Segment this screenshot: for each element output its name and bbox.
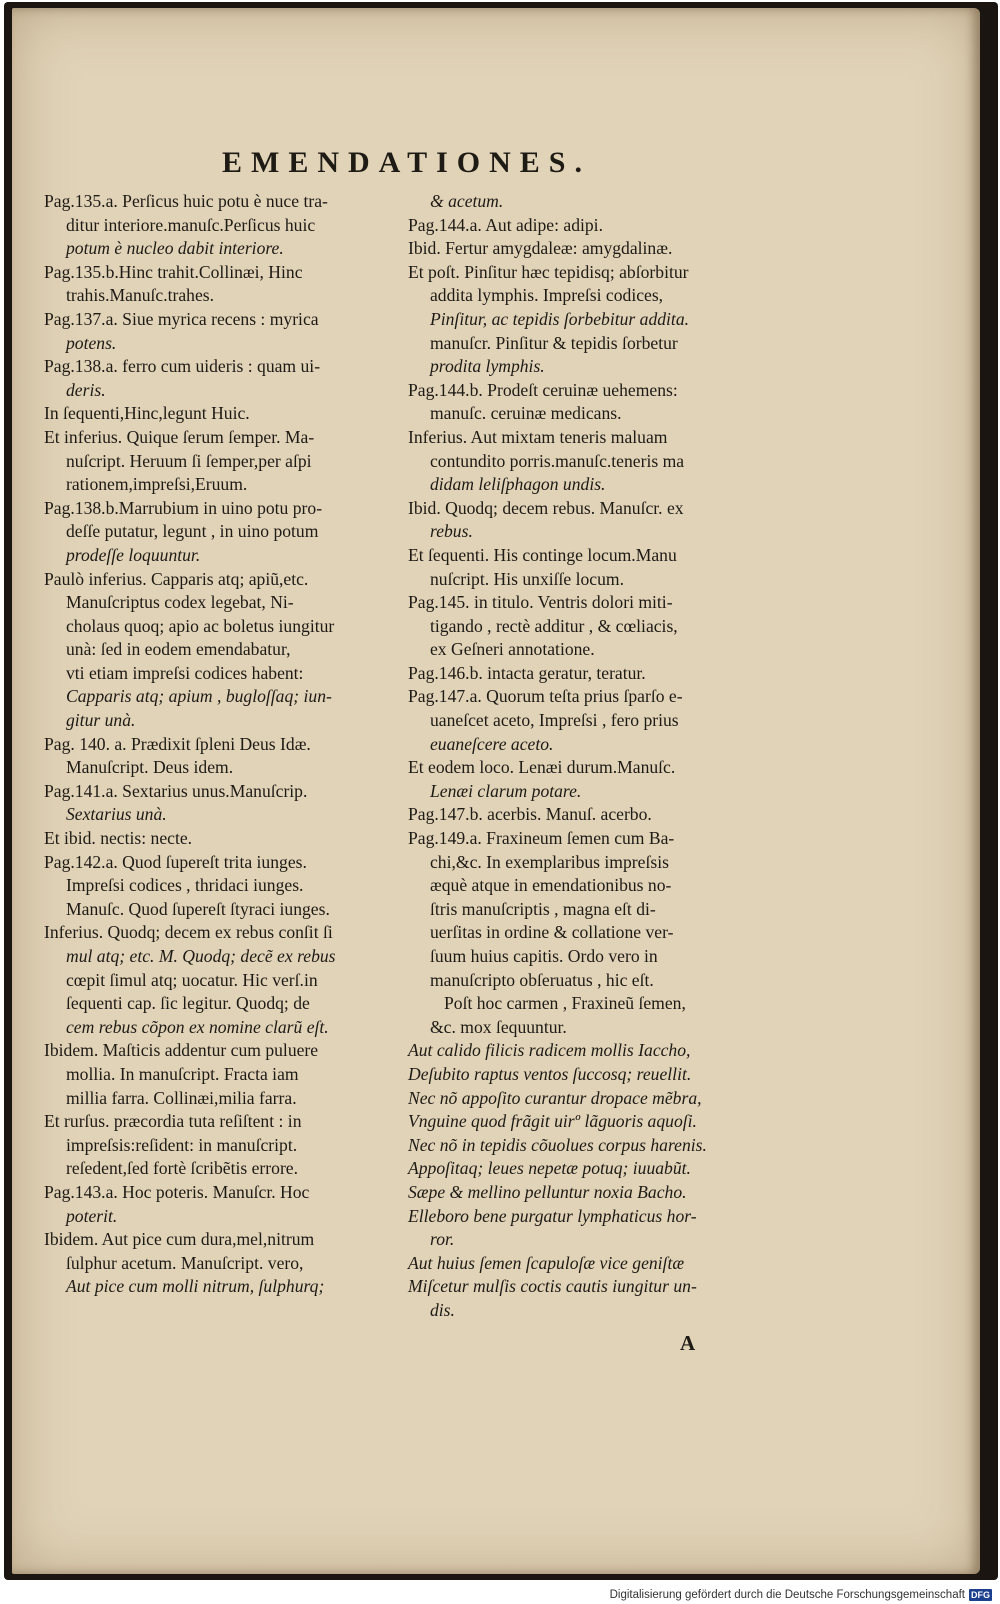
text-line: Pag.135.b.Hinc trahit.Collinæi, Hinc xyxy=(44,261,303,282)
text-line: In ſequenti,Hinc,legunt Huic. xyxy=(44,403,250,424)
text-line: Ibidem. Aut pice cum dura,mel,nitrum xyxy=(44,1229,315,1250)
footer-credit-text: Digitalisierung gefördert durch die Deutsche Forschungsgemeinschaft xyxy=(609,1589,965,1601)
text-line: &c. mox ſequuntur. xyxy=(430,1016,567,1037)
text-line: trahis.Manuſc.trahes. xyxy=(66,285,215,306)
text-line: Vnguine quod frãgit uirº lãguoris aquoſi. xyxy=(408,1111,697,1132)
text-line: rationem,impreſsi,Eruum. xyxy=(66,474,248,495)
text-line: manuſcr. Pinſitur & tepidis ſorbetur xyxy=(430,332,678,353)
text-line: Pag.137.a. Siue myrica recens : myrica xyxy=(44,308,319,329)
text-line: millia farra. Collinæi,milia farra. xyxy=(66,1087,297,1108)
text-line: Manuſc. Quod ſupereſt ſtyraci iunges. xyxy=(66,898,330,919)
page-heading: EMENDATIONES. xyxy=(222,146,591,179)
text-line: Et inferius. Quique ſerum ſemper. Ma- xyxy=(44,426,315,447)
text-line: euaneſcere aceto. xyxy=(430,733,554,754)
text-line: Inferius. Quodq; decem ex rebus conſit ſi xyxy=(44,922,333,943)
text-line: Pag. 140. a. Prædixit ſpleni Deus Idæ. xyxy=(44,733,311,754)
text-line: cœpit ſimul atq; uocatur. Hic verſ.in xyxy=(66,969,318,990)
text-line: vti etiam impreſsi codices habent: xyxy=(66,662,304,683)
text-line: Nec nõ appoſito curantur dropace mẽbra, xyxy=(408,1087,702,1108)
text-line: Pag.135.a. Perſicus huic potu è nuce tra- xyxy=(44,191,328,211)
text-line: Pag.138.a. ferro cum uideris : quam ui- xyxy=(44,356,321,377)
text-line: dis. xyxy=(430,1299,455,1320)
text-line: reſedent,ſed fortè ſcribẽtis errore. xyxy=(66,1158,299,1179)
text-line: Pag.145. in titulo. Ventris dolori miti- xyxy=(408,592,673,613)
text-line: Poſt hoc carmen , Fraxineũ ſemen, xyxy=(444,993,686,1014)
text-line: Pag.146.b. intacta geratur, teratur. xyxy=(408,662,646,683)
text-line: ſulphur acetum. Manuſcript. vero, xyxy=(66,1252,304,1273)
text-line: tigando , rectè additur , & cœliacis, xyxy=(430,615,678,636)
text-line: Manuſcriptus codex legebat, Ni- xyxy=(66,592,294,613)
text-line: Pag.144.a. Aut adipe: adipi. xyxy=(408,214,603,235)
text-line: Ibidem. Maſticis addentur cum puluere xyxy=(44,1040,319,1061)
text-line: ror. xyxy=(430,1229,455,1250)
text-line: Pag.142.a. Quod ſupereſt trita iunges. xyxy=(44,851,307,872)
text-line: prodeſſe loquuntur. xyxy=(66,544,201,565)
text-line: Impreſsi codices , thridaci iunges. xyxy=(66,875,304,896)
text-line: ditur interiore.manuſc.Perſicus huic xyxy=(66,214,316,235)
footer-credit xyxy=(610,1588,992,1602)
text-line: manuſc. ceruinæ medicans. xyxy=(430,403,622,424)
text-line: Pag.149.a. Fraxineum ſemen cum Ba- xyxy=(408,828,675,849)
text-line: Miſcetur mulſis coctis cautis iungitur un- xyxy=(408,1276,697,1297)
text-line: addita lymphis. Impreſsi codices, xyxy=(430,285,664,306)
text-line: Pag.138.b.Marrubium in uino potu pro- xyxy=(44,497,323,518)
text-line: cem rebus cõpon ex nomine clarũ eſt. xyxy=(66,1016,329,1037)
text-line: Et eodem loco. Lenæi durum.Manuſc. xyxy=(408,757,676,778)
text-line: Aut calido filicis radicem mollis Iaccho, xyxy=(408,1040,691,1061)
text-line: potum è nucleo dabit interiore. xyxy=(66,238,284,259)
text-line: mollia. In manuſcript. Fracta iam xyxy=(66,1063,299,1084)
text-line: Ibid. Quodq; decem rebus. Manuſcr. ex xyxy=(408,497,684,518)
text-line: ſtris manuſcriptis , magna eſt di- xyxy=(430,898,656,919)
text-line: Capparis atq; apium , bugloſſaq; iun- xyxy=(66,686,332,707)
text-line: ex Geſneri annotatione. xyxy=(430,639,595,660)
text-line: ſuum huius capitis. Ordo vero in xyxy=(430,946,658,966)
text-line: potens. xyxy=(66,332,117,353)
text-line: Ibid. Fertur amygdaleæ: amygdalinæ. xyxy=(408,238,673,259)
text-line: nuſcript. Heruum ſi ſemper,per aſpi xyxy=(66,450,312,471)
text-line: Deſubito raptus ventos ſuccosq; reuellit. xyxy=(408,1063,692,1084)
text-line: deſſe putatur, legunt , in uino potum xyxy=(66,521,319,542)
right-column xyxy=(408,190,776,1323)
text-line: Pag.143.a. Hoc poteris. Manuſcr. Hoc xyxy=(44,1181,310,1202)
text-line: æquè atque in emendationibus no- xyxy=(430,875,672,896)
text-line: didam leliſphagon undis. xyxy=(430,474,606,495)
text-line: Inferius. Aut mixtam teneris maluam xyxy=(408,426,668,447)
text-line: cholaus quoq; apio ac boletus iungitur xyxy=(66,615,335,636)
signature-mark: A xyxy=(680,1331,696,1355)
text-line: Appoſitaq; leues nepetæ potuq; iuuabũt. xyxy=(408,1158,691,1179)
text-line: Aut pice cum molli nitrum, ſulphurq; xyxy=(66,1276,325,1297)
text-line: ſequenti cap. ſic legitur. Quodq; de xyxy=(66,993,310,1014)
text-line: Manuſcript. Deus idem. xyxy=(66,757,234,778)
text-line: contundito porris.manuſc.teneris ma xyxy=(430,450,685,471)
text-line: Sextarius unà. xyxy=(66,804,167,825)
text-line: Pag.147.b. acerbis. Manuſ. acerbo. xyxy=(408,804,652,825)
book-page xyxy=(12,8,980,1574)
text-line: Aut huius ſemen ſcapuloſæ vice geniſtæ xyxy=(408,1252,685,1273)
text-line: rebus. xyxy=(430,521,473,542)
text-line: deris. xyxy=(66,379,106,400)
dfg-logo-icon: DFG xyxy=(971,1590,990,1600)
text-line: Paulò inferius. Capparis atq; apiũ,etc. xyxy=(44,568,309,589)
text-line: poterit. xyxy=(66,1205,118,1226)
text-line: manuſcripto obſeruatus , hic eſt. xyxy=(430,969,654,990)
text-line: Lenæi clarum potare. xyxy=(430,780,582,801)
text-line: unà: ſed in eodem emendabatur, xyxy=(66,639,291,660)
text-line: Et ibid. nectis: necte. xyxy=(44,828,193,849)
text-line: Et rurſus. præcordia tuta reſiſtent : in xyxy=(44,1111,302,1132)
text-line: Nec nõ in tepidis cõuolues corpus harenis. xyxy=(408,1134,707,1155)
book-binding xyxy=(4,2,998,1580)
text-line: & acetum. xyxy=(430,191,504,211)
text-line: mul atq; etc. M. Quodq; decẽ ex rebus xyxy=(66,946,336,966)
text-line: Et ſequenti. His continge locum.Manu xyxy=(408,544,677,565)
text-line: Pag.141.a. Sextarius unus.Manuſcrip. xyxy=(44,780,308,801)
text-line: Sæpe & mellino pelluntur noxia Bacho. xyxy=(408,1181,687,1202)
text-line: uerſitas in ordine & collatione ver- xyxy=(430,922,674,943)
text-line: Elleboro bene purgatur lymphaticus hor- xyxy=(408,1205,697,1226)
text-line: gitur unà. xyxy=(66,710,136,731)
text-line: uaneſcet aceto, Impreſsi , fero prius xyxy=(430,710,679,731)
text-line: chi,&c. In exemplaribus impreſsis xyxy=(430,851,669,872)
text-line: Pag.144.b. Prodeſt ceruinæ uehemens: xyxy=(408,379,678,400)
text-line: impreſsis:reſident: in manuſcript. xyxy=(66,1134,298,1155)
text-line: prodita lymphis. xyxy=(430,356,545,377)
text-line: nuſcript. His unxiſſe locum. xyxy=(430,568,624,589)
left-column xyxy=(44,190,394,1299)
text-line: Pinſitur, ac tepidis ſorbebitur addita. xyxy=(430,308,690,329)
text-line: Pag.147.a. Quorum teſta prius ſparſo e- xyxy=(408,686,683,707)
text-line: Et poſt. Pinſitur hæc tepidisq; abſorbitur xyxy=(408,261,689,282)
